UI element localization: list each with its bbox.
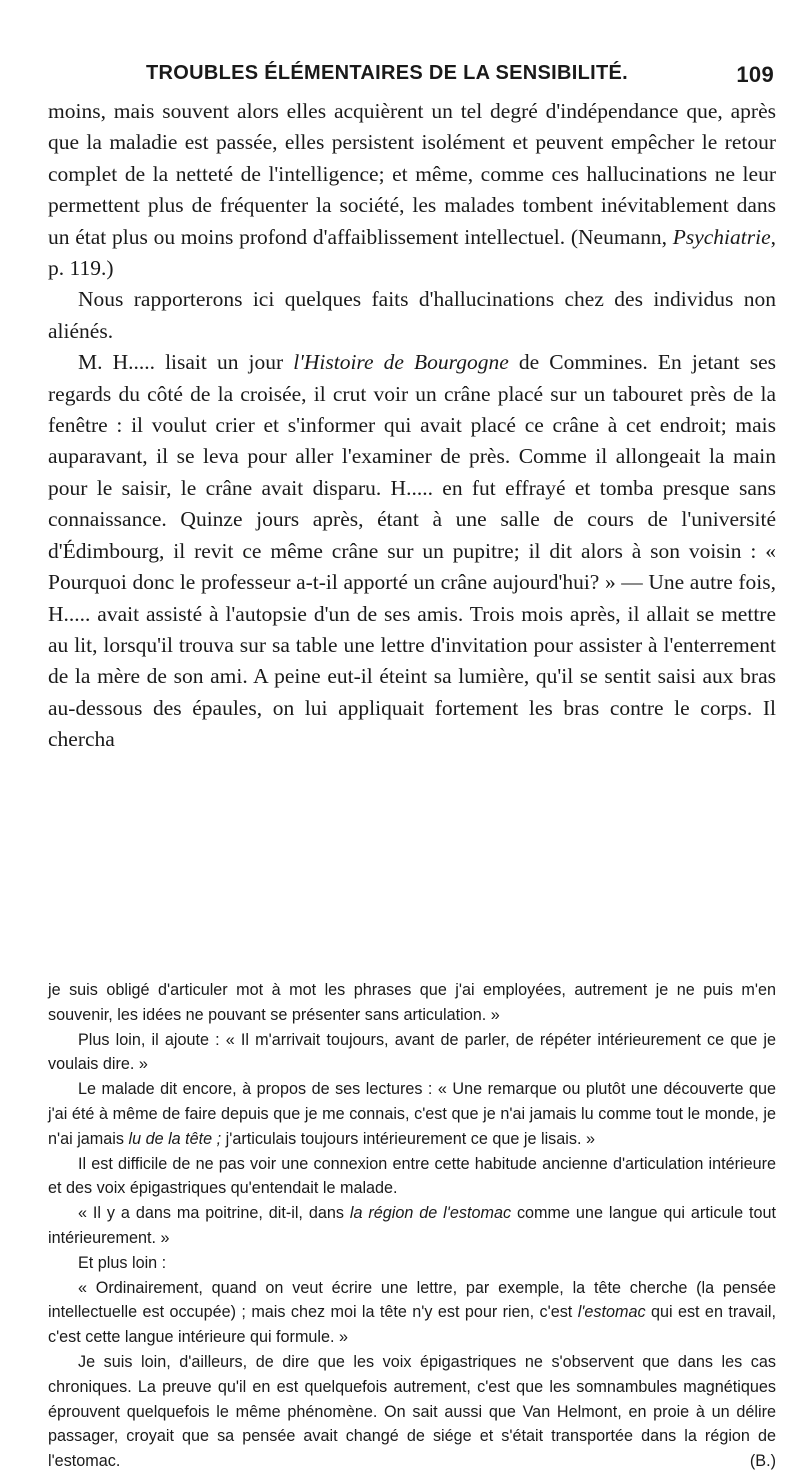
footnote-paragraph: je suis obligé d'articuler mot à mot les phrases que j'ai employées, autrement je ne puis m'en souvenir, les idées ne pouvant se présenter sans articulation. » — [48, 981, 776, 1024]
paragraph-continuation: moins, mais souvent alors elles acquièrent un tel degré d'indépendance que, après que la maladie est passée, elles persistent isolément et peuvent empêcher le retour complet de la netteté de l'intelligence; et même, comme ces hallucinations ne leur permettent plus de fréquenter la société, les malades tombent inévitablement dans un état plus ou moins profond d'affaiblissement intellectuel. (Neumann, Psychiatrie, p. 119.) — [48, 99, 776, 281]
paragraph-intro: Nous rapporterons ici quelques faits d'hallucinations chez des individus non aliénés. — [48, 287, 776, 343]
running-head — [48, 62, 774, 92]
footnote-paragraph: « Il y a dans ma poitrine, dit-il, dans la région de l'estomac comme une langue qui articule tout intérieurement. » — [48, 1204, 776, 1247]
footnote-paragraph: Le malade dit encore, à propos de ses lectures : « Une remarque ou plutôt une découverte que j'ai été à même de faire depuis que je me connais, c'est que je n'ai jamais lu comme tout le monde, je n'ai jamais lu de la tête ; j'articulais toujours intérieurement ce que je lisais. » — [48, 1080, 776, 1148]
footnote-paragraph: Je suis loin, d'ailleurs, de dire que les voix épigastriques ne s'observent que dans les cas chroniques. La preuve qu'il en est quelquefois autrement, c'est que les somnambules magnétiques éprouvent quelquefois le même phénomène. On sait aussi que Van Helmont, en proie à un délire passager, croyait que sa pensée avait changé de siége et s'était transportée dans la région de l'estomac. (B.) — [48, 1350, 776, 1474]
footnote-signature: (B.) — [749, 1452, 776, 1471]
footnote-paragraph: Il est difficile de ne pas voir une connexion entre cette habitude ancienne d'articulation intérieure et des voix épigastriques qu'entendait le malade. — [48, 1154, 776, 1198]
page-number: 109 — [736, 62, 774, 87]
citation-title: Psychiatrie — [672, 224, 771, 249]
footnote-paragraph: Et plus loin : — [78, 1253, 167, 1272]
footnote-paragraph: « Ordinairement, quand on veut écrire une lettre, par exemple, la tête cherche (la pensée intellectuelle est occupée) ; mais chez moi la tête n'y est pour rien, c'est l'estomac qui est en travail, c'est cette langue intérieure qui formule. » — [48, 1278, 777, 1347]
main-text — [48, 96, 776, 756]
book-title: l'Histoire de Bourgogne — [293, 350, 509, 375]
footnote-paragraph: Plus loin, il ajoute : « Il m'arrivait toujours, avant de parler, de répéter intérieurement ce que je voulais dire. » — [48, 1030, 776, 1074]
running-title: TROUBLES ÉLÉMENTAIRES DE LA SENSIBILITÉ. — [146, 62, 629, 84]
footnotes — [48, 978, 776, 1474]
paragraph-case: M. H..... lisait un jour l'Histoire de Bourgogne de Commines. En jetant ses regards du côté de la croisée, il crut voir un crâne placé sur un tabouret près de la fenêtre : il voulut crier et s'informer qui avait placé ce crâne à cet endroit; mais auparavant, il se leva pour aller l'examiner de près. Comme il allongeait la main pour le saisir, le crâne avait disparu. H..... en fut effrayé et tomba presque sans connaissance. Quinze jours après, étant à une salle de cours de l'université d'Édimbourg, il revit ce même crâne sur un pupitre; il dit alors à son voisin : « Pourquoi donc le professeur a-t-il apporté un crâne aujourd'hui? » — Une autre fois, H..... avait assisté à l'autopsie d'un de ses amis. Trois mois après, il allait se mettre au lit, lorsqu'il trouva sur sa table une lettre d'invitation pour assister à l'enterrement de la mère de son ami. A peine eut-il éteint sa lumière, qu'il se sentit saisi aux bras au-dessous des épaules, on lui appliquait fortement les bras contre le corps. Il chercha — [48, 350, 776, 752]
